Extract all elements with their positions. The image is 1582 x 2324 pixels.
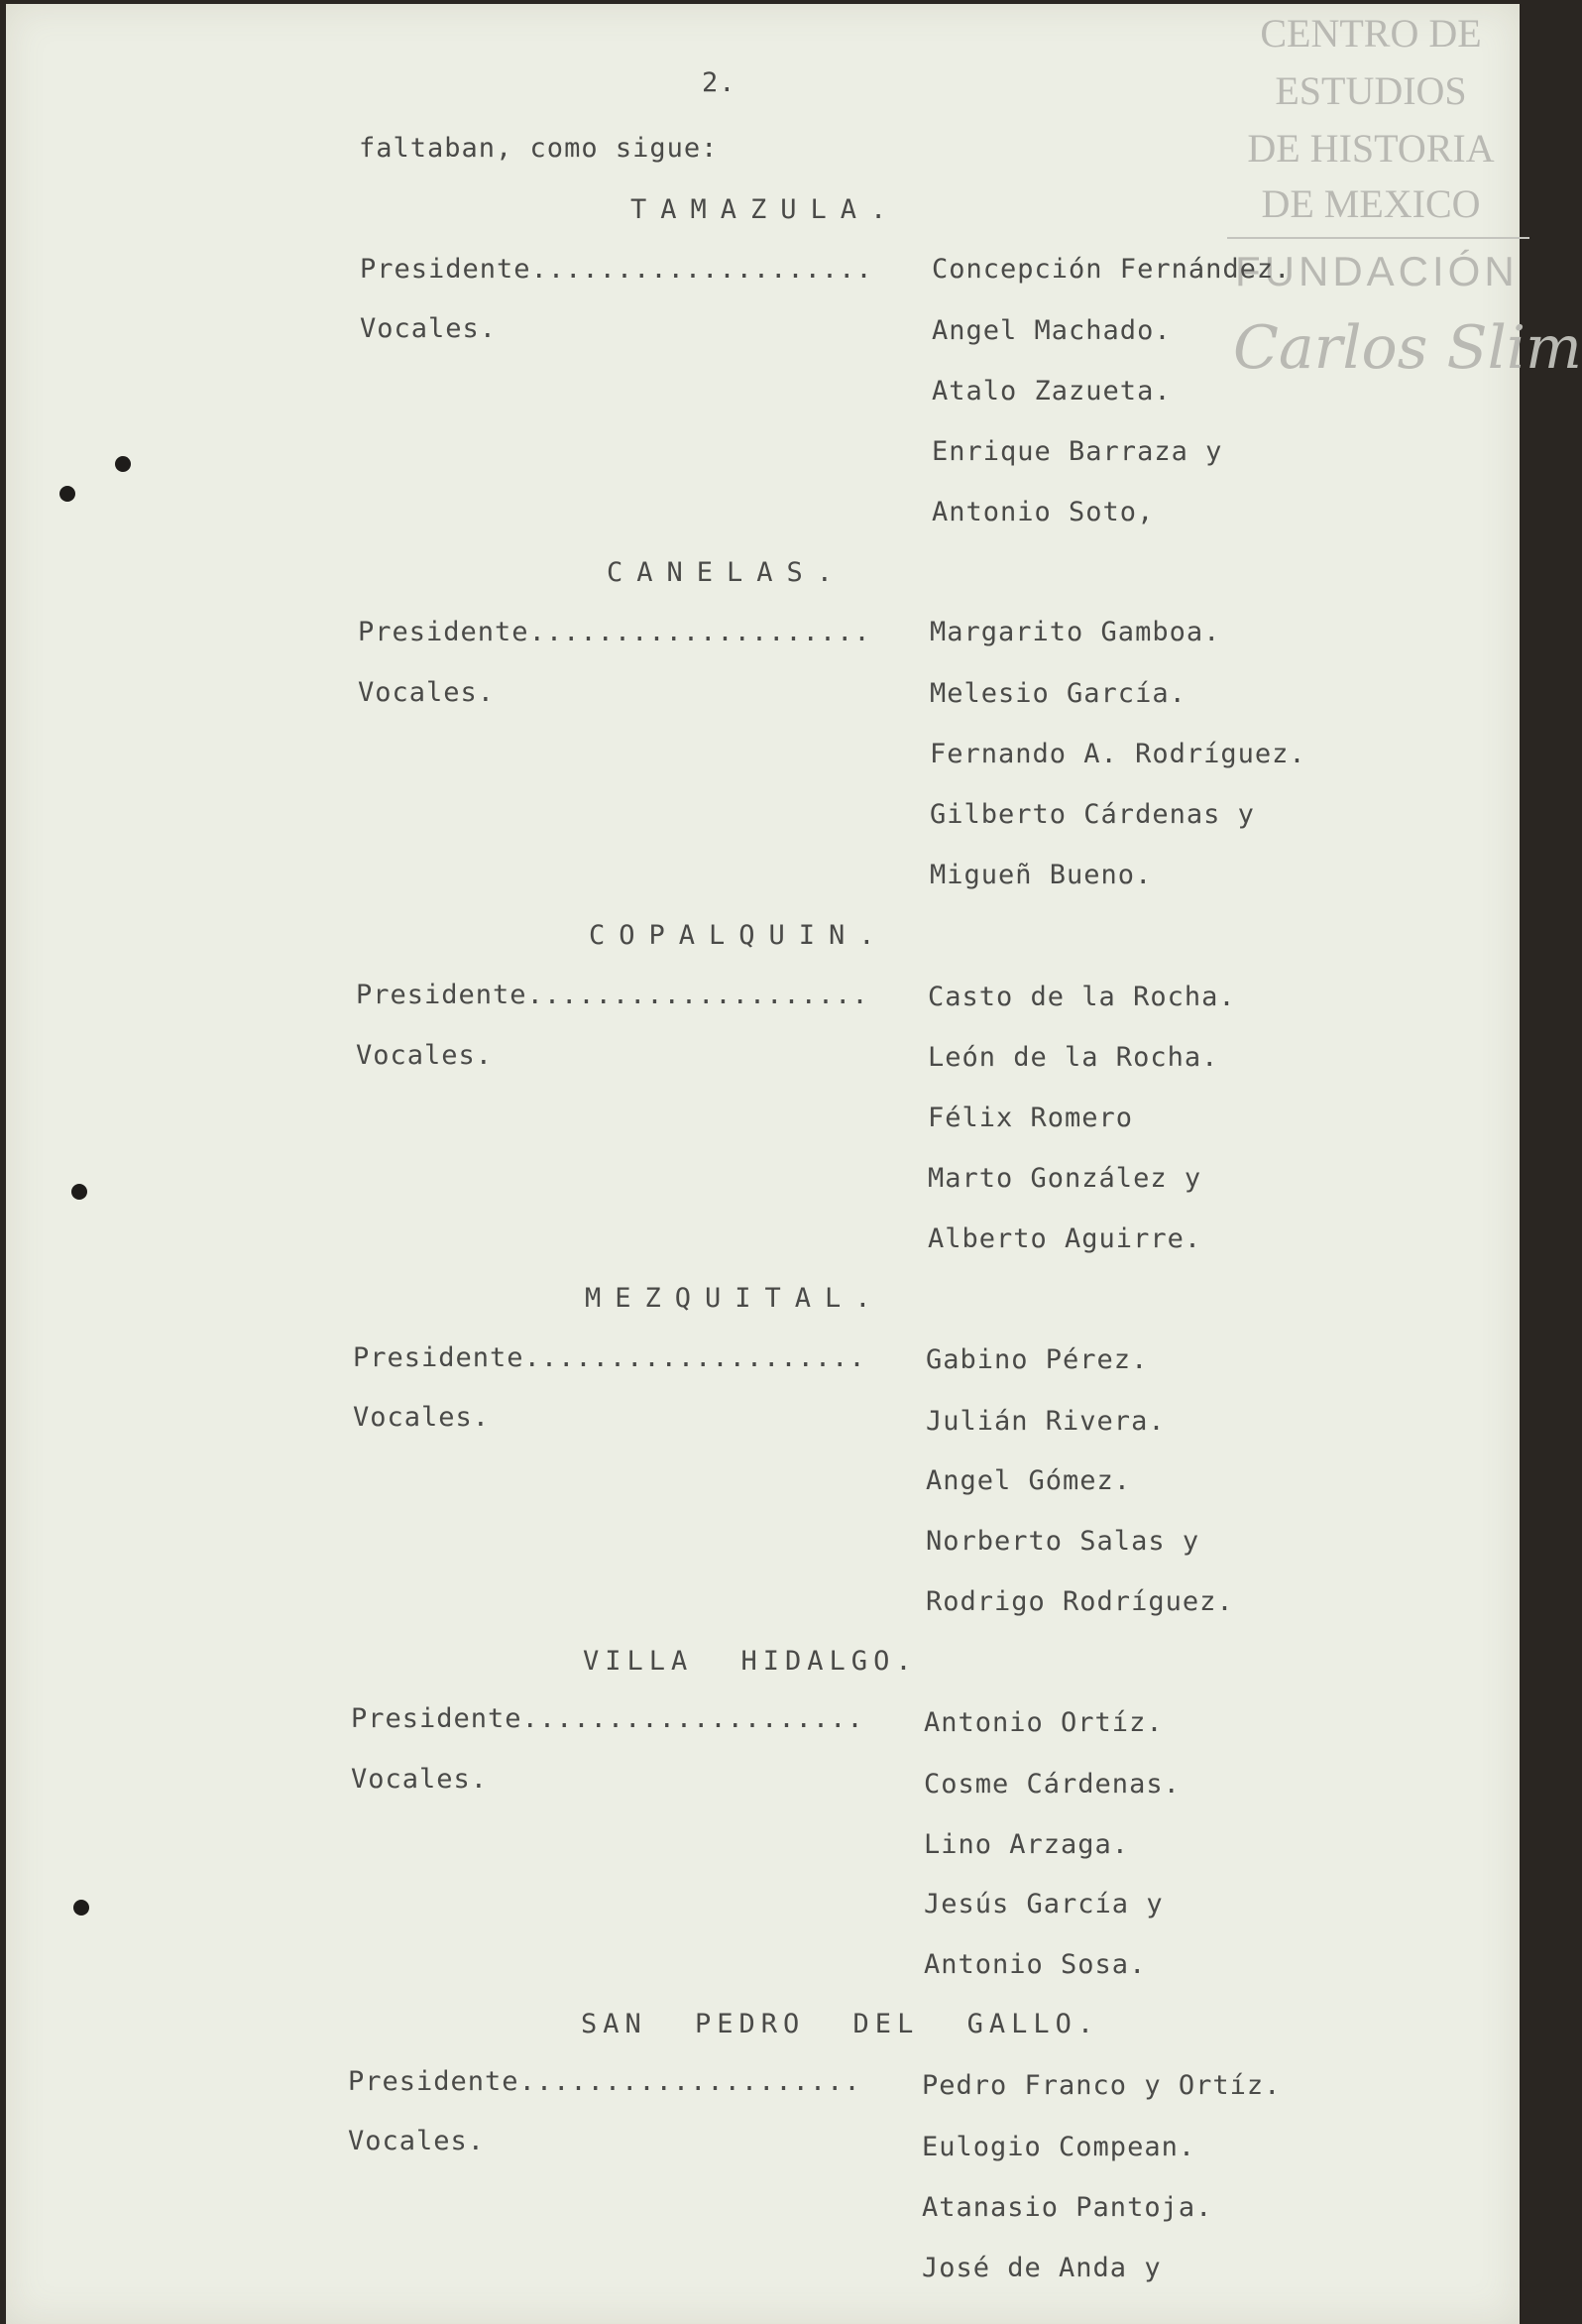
watermark-signature: Carlos Slim	[1233, 313, 1582, 383]
president-row	[360, 254, 873, 285]
watermark-foundation: FUNDACIÓN	[1235, 248, 1519, 294]
vocal-name: Angel Gómez.	[926, 1465, 1132, 1496]
watermark-rule	[1227, 237, 1529, 239]
dot-leader: ....................	[530, 254, 873, 285]
vocal-name: Eulogio Compean.	[922, 2132, 1196, 2162]
vocales-label: Vocales.	[360, 313, 498, 344]
punch-hole	[73, 1900, 89, 1916]
vocales-label: Vocales.	[356, 1040, 494, 1071]
president-row	[358, 617, 871, 647]
punch-hole	[71, 1184, 87, 1200]
watermark-line: DE MEXICO	[1261, 181, 1481, 226]
president-label: Presidente	[356, 980, 527, 1010]
vocal-name: León de la Rocha.	[928, 1042, 1219, 1073]
vocal-name: Norberto Salas y	[926, 1526, 1200, 1557]
watermark-line: ESTUDIOS	[1275, 68, 1467, 113]
president-name: Concepción Fernández.	[932, 254, 1292, 285]
town-heading: COPALQUIN.	[589, 920, 889, 951]
vocal-name: Fernando A. Rodríguez.	[930, 739, 1306, 769]
punch-hole	[115, 456, 131, 472]
vocal-name: Melesio García.	[930, 678, 1186, 709]
town-heading: VILLA HIDALGO.	[583, 1646, 918, 1677]
vocal-name: Antonio Sosa.	[924, 1949, 1147, 1980]
vocal-name: Atalo Zazueta.	[932, 376, 1172, 407]
president-row	[353, 1342, 866, 1373]
town-heading: MEZQUITAL.	[585, 1283, 885, 1314]
vocales-label: Vocales.	[353, 1402, 491, 1433]
president-row	[351, 1703, 864, 1734]
president-label: Presidente	[348, 2066, 519, 2097]
vocal-name: Angel Machado.	[932, 315, 1172, 346]
president-name: Antonio Ortíz.	[924, 1707, 1164, 1738]
president-label: Presidente	[351, 1703, 522, 1734]
town-heading: TAMAZULA.	[630, 194, 901, 225]
page-number: 2.	[702, 67, 736, 98]
vocales-label: Vocales.	[348, 2126, 486, 2156]
vocal-name: Cosme Cárdenas.	[924, 1769, 1181, 1800]
vocal-name: Antonio Soto,	[932, 497, 1155, 527]
vocal-name: Jesús García y	[924, 1889, 1164, 1919]
president-label: Presidente	[353, 1342, 524, 1373]
president-name: Casto de la Rocha.	[928, 982, 1236, 1012]
vocal-name: Marto González y	[928, 1163, 1202, 1194]
vocal-name: Julián Rivera.	[926, 1406, 1166, 1437]
president-label: Presidente	[360, 254, 531, 285]
vocal-name: Migueñ Bueno.	[930, 860, 1153, 890]
punch-hole	[59, 486, 75, 502]
vocales-label: Vocales.	[358, 677, 496, 708]
town-heading: SAN PEDRO DEL GALLO.	[581, 2009, 1100, 2039]
vocal-name: Atanasio Pantoja.	[922, 2192, 1213, 2223]
watermark-line: DE HISTORIA	[1247, 126, 1495, 171]
president-name: Pedro Franco y Ortíz.	[922, 2070, 1282, 2101]
dot-leader: ....................	[521, 1703, 864, 1734]
president-row	[356, 980, 869, 1010]
town-heading: CANELAS.	[607, 557, 848, 588]
president-name: Gabino Pérez.	[926, 1344, 1149, 1375]
dot-leader: ....................	[526, 980, 869, 1010]
watermark-line: CENTRO DE	[1260, 11, 1482, 56]
vocales-label: Vocales.	[351, 1764, 489, 1795]
dot-leader: ....................	[518, 2066, 861, 2097]
dot-leader: ....................	[523, 1342, 866, 1373]
vocal-name: Gilberto Cárdenas y	[930, 799, 1255, 830]
intro-line: faltaban, como sigue:	[359, 133, 719, 164]
dot-leader: ....................	[528, 617, 871, 647]
president-name: Margarito Gamboa.	[930, 617, 1221, 647]
president-label: Presidente	[358, 617, 529, 647]
vocal-name: Lino Arzaga.	[924, 1829, 1130, 1860]
vocal-name: Alberto Aguirre.	[928, 1223, 1202, 1254]
vocal-name: José de Anda y	[922, 2253, 1162, 2283]
president-row	[348, 2066, 861, 2097]
vocal-name: Enrique Barraza y	[932, 436, 1223, 467]
vocal-name: Rodrigo Rodríguez.	[926, 1586, 1234, 1617]
document-page	[6, 4, 1582, 2324]
vocal-name: Félix Romero	[928, 1103, 1134, 1133]
